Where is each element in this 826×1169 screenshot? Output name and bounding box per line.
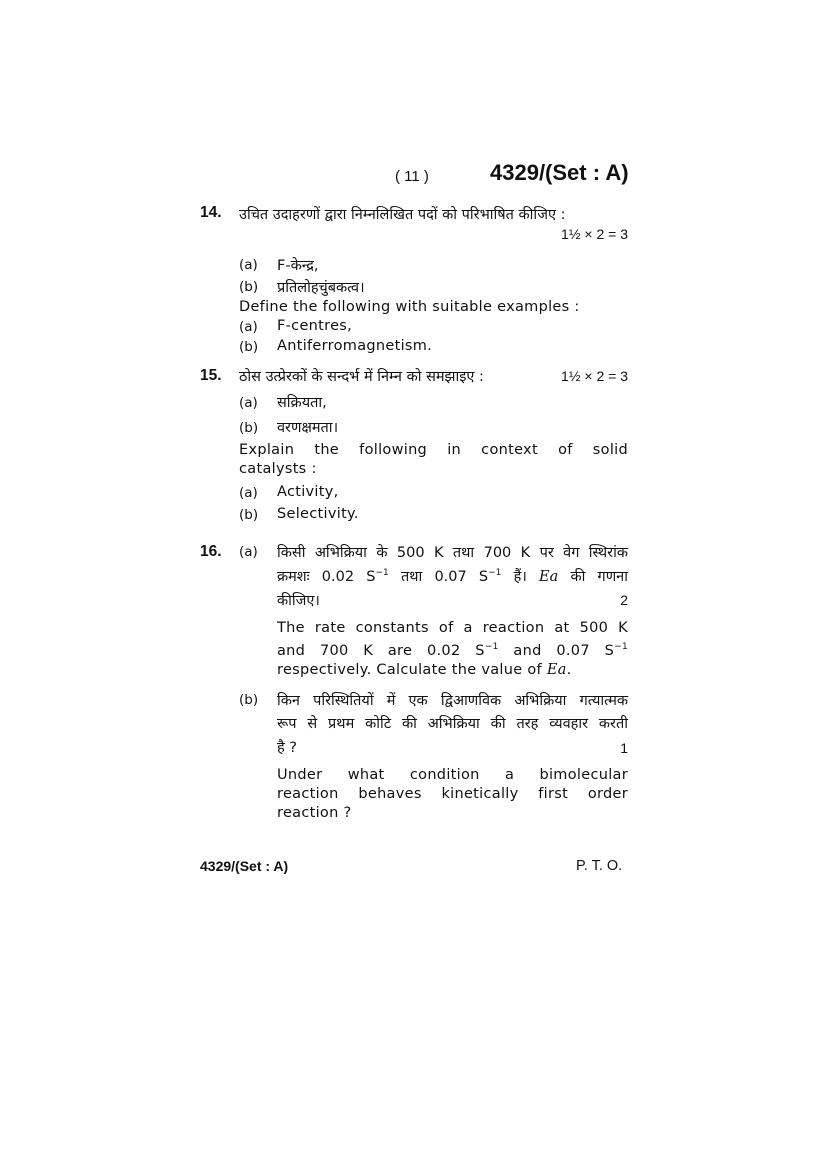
q16-b-label: (b) (239, 692, 259, 708)
q15-hi-a-label: (a) (239, 395, 258, 411)
question-15-english-line2: catalysts : (239, 461, 317, 477)
q16-a-en-l3-a: respectively. Calculate the value of (277, 662, 547, 678)
q16-a-hindi-line1: किसी अभिक्रिया के 500 K तथा 700 K पर वेग स्थिरांक (277, 545, 628, 561)
question-14-english: Define the following with suitable examples : (239, 299, 580, 315)
q15-en-b-label: (b) (239, 507, 259, 523)
q16-a-hi-sup1: −1 (375, 568, 389, 579)
q16-a-hindi-line3: कीजिए। (277, 593, 320, 609)
question-14-number: 14. (200, 204, 222, 221)
q16-a-hi-l2-b: तथा 0.07 S (388, 569, 489, 585)
q16-a-english-line2 (277, 642, 628, 659)
page-number: ( 11 ) (395, 168, 429, 185)
q16-b-hindi-line2: रूप से प्रथम कोटि की अभिक्रिया की तरह व्यवहार करती (277, 716, 628, 732)
q16-a-hi-l2-a: क्रमशः 0.02 S (277, 569, 376, 585)
q16-a-en-sup2: −1 (614, 642, 628, 652)
q16-a-en-l2-b: and 0.07 S (498, 642, 615, 659)
q14-en-a-label: (a) (239, 319, 258, 335)
q16-a-label: (a) (239, 544, 258, 560)
q16-a-en-sup1: −1 (484, 642, 499, 652)
question-16-number: 16. (200, 543, 222, 560)
q16-a-english-line3 (277, 662, 572, 678)
q16-a-hi-var: Ea (539, 569, 559, 585)
question-14-marks: 1½ × 2 = 3 (561, 226, 628, 242)
q16-a-english-line1: The rate constants of a reaction at 500 K (277, 620, 628, 636)
q15-en-a-text: Activity, (277, 484, 339, 500)
q14-hi-b-label: (b) (239, 279, 259, 295)
q14-en-b-label: (b) (239, 339, 259, 355)
footer-paper-code: 4329/(Set : A) (200, 858, 289, 874)
question-15-hindi: ठोस उत्प्रेरकों के सन्दर्भ में निम्न को समझाइए : (239, 369, 484, 385)
q15-en-b-text: Selectivity. (277, 506, 359, 522)
paper-code-header: 4329/(Set : A) (490, 160, 629, 185)
q16-b-hindi-line3: है ? (277, 740, 298, 756)
q14-hi-a-label: (a) (239, 257, 258, 273)
q16-b-hindi-line1: किन परिस्थितियों में एक द्विआणविक अभिक्रिया गत्यात्मक (277, 693, 628, 709)
question-15-marks: 1½ × 2 = 3 (561, 368, 628, 384)
q16-a-en-l3-b: . (566, 662, 572, 678)
question-15-english-line1: Explain the following in context of solid (239, 442, 628, 458)
q16-b-english-line1: Under what condition a bimolecular (277, 767, 628, 783)
q15-hi-b-text: वरणक्षमता। (277, 420, 339, 436)
q16-b-marks: 1 (620, 740, 628, 756)
q14-hi-b-text: प्रतिलोहचुंबकत्व। (277, 280, 365, 296)
q16-a-hi-sup2: −1 (488, 568, 502, 579)
q15-en-a-label: (a) (239, 485, 258, 501)
q16-a-marks: 2 (620, 592, 628, 608)
q16-a-en-l2-a: and 700 K are 0.02 S (277, 642, 485, 659)
q14-en-a-text: F-centres, (277, 318, 353, 334)
q15-hi-b-label: (b) (239, 420, 259, 436)
question-14-hindi: उचित उदाहरणों द्वारा निम्नलिखित पदों को परिभाषित कीजिए : (239, 207, 566, 223)
q16-a-hindi-line2 (277, 566, 628, 586)
q15-hi-a-text: सक्रियता, (277, 395, 327, 411)
q16-a-hi-l2-d: की गणना (558, 569, 628, 585)
footer-pto: P. T. O. (576, 858, 623, 874)
q14-en-b-text: Antiferromagnetism. (277, 338, 433, 354)
q14-hi-a-text: F-केन्द्र, (277, 258, 319, 274)
q16-a-en-var: Ea (546, 662, 567, 678)
question-15-number: 15. (200, 367, 222, 384)
q16-b-english-line2: reaction behaves kinetically first order (277, 786, 628, 802)
q16-a-hi-l2-c: हैं। (501, 569, 540, 585)
q16-b-english-line3: reaction ? (277, 805, 352, 821)
